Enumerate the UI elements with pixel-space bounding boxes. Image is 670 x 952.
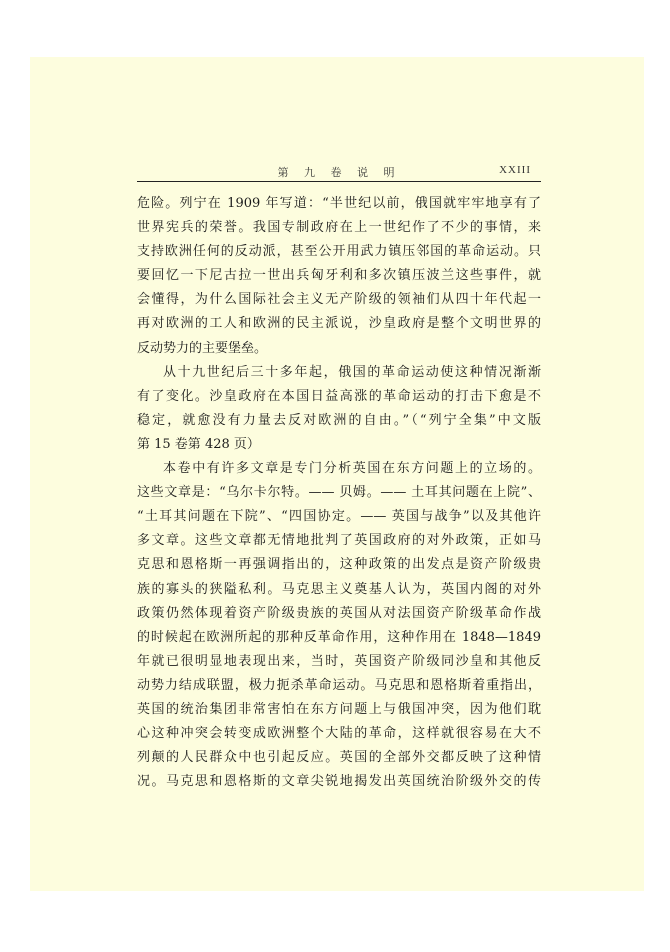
text-line: 克思和恩格斯一再强调指出的，这种政策的出发点是资产阶级贵 bbox=[137, 557, 541, 573]
text-line: 有了变化。沙皇政府在本国日益高涨的革命运动的打击下愈是不 bbox=[137, 388, 541, 404]
body-text bbox=[137, 192, 541, 794]
text-line: 动势力结成联盟，极力扼杀革命运动。马克思和恩格斯着重指出， bbox=[137, 677, 541, 693]
text-line: 多文章。这些文章都无情地批判了英国政府的对外政策，正如马 bbox=[137, 533, 541, 549]
text-line: 列颠的人民群众中也引起反应。英国的全部外交都反映了这种情 bbox=[137, 750, 541, 766]
text-line: 第 15 卷第 428 页） bbox=[137, 436, 260, 452]
header-rule bbox=[137, 181, 541, 182]
text-line: 心这种冲突会转变成欧洲整个大陆的革命，这样就很容易在大不 bbox=[137, 726, 541, 742]
text-line: 族的寡头的狭隘私利。马克思主义奠基人认为，英国内阁的对外 bbox=[137, 581, 541, 597]
running-header bbox=[137, 160, 541, 182]
text-line: 从十九世纪后三十多年起，俄国的革命运动使这种情况渐渐 bbox=[163, 364, 541, 380]
text-line: 况。马克思和恩格斯的文章尖锐地揭发出英国统治阶级外交的传 bbox=[137, 774, 541, 790]
text-line: 支持欧洲任何的反动派，甚至公开用武力镇压邻国的革命运动。只 bbox=[137, 244, 541, 260]
text-line: 危险。列宁在 1909 年写道：“半世纪以前，俄国就牢牢地享有了 bbox=[137, 196, 541, 211]
text-line: 反动势力的主要堡垒。 bbox=[137, 340, 268, 356]
text-line: “土耳其问题在下院”、“四国协定。—— 英国与战争”以及其他许 bbox=[137, 509, 541, 525]
text-line: 再对欧洲的工人和欧洲的民主派说，沙皇政府是整个文明世界的 bbox=[137, 316, 541, 332]
text-line: 年就已很明显地表现出来，当时，英国资产阶级同沙皇和其他反 bbox=[137, 653, 541, 669]
running-header-title: 第 九 卷 说 明 bbox=[277, 166, 401, 179]
text-line: 会懂得，为什么国际社会主义无产阶级的领袖们从四十年代起一 bbox=[137, 292, 541, 308]
text-line: 稳定，就愈没有力量去反对欧洲的自由。”（“列宁全集”中文版 bbox=[137, 412, 541, 428]
text-line: 要回忆一下尼古拉一世出兵匈牙利和多次镇压波兰这些事件，就 bbox=[137, 268, 541, 284]
text-line: 英国的统治集团非常害怕在东方问题上与俄国冲突，因为他们耽 bbox=[137, 701, 541, 717]
text-line: 本卷中有许多文章是专门分析英国在东方问题上的立场的。 bbox=[163, 461, 541, 477]
text-line: 世界宪兵的荣誉。我国专制政府在上一世纪作了不少的事情，来 bbox=[137, 220, 541, 236]
page-number: XXIII bbox=[499, 164, 531, 176]
text-line: 这些文章是：“乌尔卡尔特。—— 贝姆。—— 土耳其问题在上院”、 bbox=[137, 485, 541, 501]
text-line: 政策仍然体现着资产阶级贵族的英国从对法国资产阶级革命作战 bbox=[137, 605, 541, 621]
text-line: 的时候起在欧洲所起的那种反革命作用，这种作用在 1848—1849 bbox=[137, 629, 541, 645]
